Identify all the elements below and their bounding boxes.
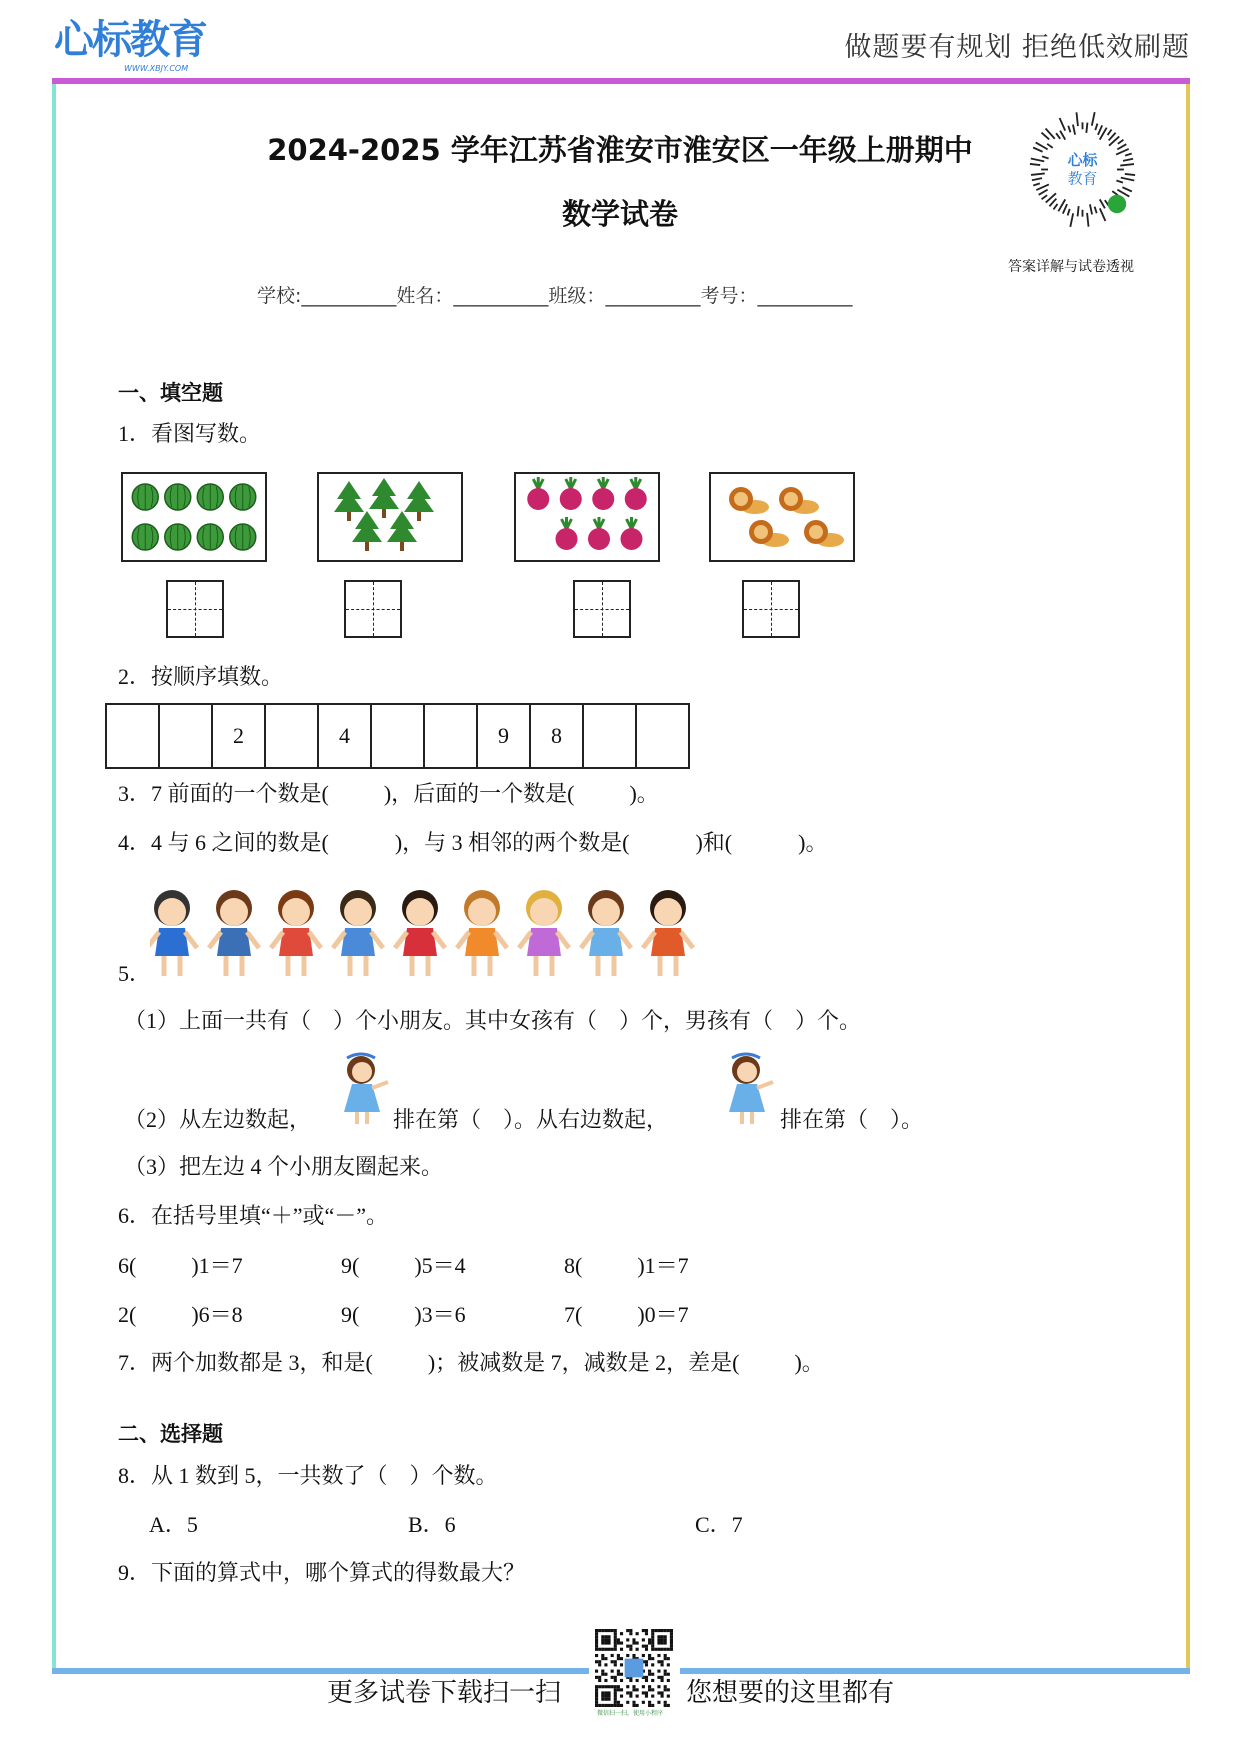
qr-code-icon[interactable] xyxy=(595,1629,673,1707)
radish-icon xyxy=(560,477,582,510)
number-cell[interactable] xyxy=(266,705,319,767)
option-a[interactable]: A．5 xyxy=(149,1512,198,1537)
child-figure xyxy=(209,890,259,976)
question-5-part-3: （3）把左边 4 个小朋友圈起来。 xyxy=(124,1154,444,1179)
question-8: 8．从 1 数到 5，一共数了（ ）个数。 xyxy=(118,1463,498,1488)
exam-no-label: 考号： xyxy=(700,285,758,307)
girl-icon xyxy=(720,1050,778,1130)
tree-icon xyxy=(404,481,434,521)
number-cell: 4 xyxy=(319,705,372,767)
page-subtitle: 数学试卷 xyxy=(561,197,678,231)
logo-url: WWW.XBJY.COM xyxy=(124,64,189,73)
question-5-number: 5． xyxy=(118,961,152,986)
answer-box[interactable] xyxy=(166,580,224,638)
question-5-part-1: （1）上面一共有（ ）个小朋友。其中女孩有（ ）个，男孩有（ ）个。 xyxy=(124,1008,862,1033)
number-cell: 9 xyxy=(478,705,531,767)
tree-icon xyxy=(369,478,399,518)
svg-text:心标: 心标 xyxy=(1067,150,1098,169)
number-cell[interactable] xyxy=(372,705,425,767)
tree-icon xyxy=(334,481,364,521)
bottom-divider xyxy=(680,1668,1190,1674)
watermelon-icon xyxy=(197,484,223,510)
radish-icon xyxy=(527,477,549,510)
section-heading: 一、填空题 xyxy=(118,381,223,405)
school-field[interactable]: __________ xyxy=(301,285,397,307)
top-divider xyxy=(52,78,1190,84)
footer-right-text: 您想要的这里都有 xyxy=(686,1678,895,1708)
right-border xyxy=(1186,84,1190,1670)
child-figure xyxy=(271,890,321,976)
equation: 6( )1＝7 xyxy=(118,1253,243,1278)
svg-text:教育: 教育 xyxy=(1067,169,1098,188)
number-cell[interactable] xyxy=(584,705,637,767)
question-5-part-2b: 排在第（ ）。从右边数起， xyxy=(393,1107,669,1132)
exam-no-field[interactable]: __________ xyxy=(757,285,853,307)
tree-icon xyxy=(387,511,417,551)
lion-icon xyxy=(779,487,819,514)
watermelon-icon xyxy=(165,524,191,550)
question-4: 4．4 与 6 之间的数是( )，与 3 相邻的两个数是( )和( )。 xyxy=(118,830,828,855)
lion-icon xyxy=(729,487,769,514)
class-label: 班级： xyxy=(548,285,606,307)
question-9: 9．下面的算式中，哪个算式的得数最大？ xyxy=(118,1560,526,1585)
radish-picture xyxy=(514,472,660,562)
left-border xyxy=(52,84,56,1670)
child-figure xyxy=(643,890,693,976)
logo: 心标教育 xyxy=(54,17,206,63)
child-figure xyxy=(150,890,197,976)
number-cell: 2 xyxy=(213,705,266,767)
question-7: 7．两个加数都是 3，和是( )；被减数是 7，减数是 2，差是( )。 xyxy=(118,1350,824,1375)
tree-picture xyxy=(317,472,463,562)
equation: 8( )1＝7 xyxy=(564,1253,689,1278)
lion-icon xyxy=(804,520,844,547)
watermelon-icon xyxy=(197,524,223,550)
answer-box[interactable] xyxy=(573,580,631,638)
child-figure xyxy=(333,890,383,976)
question-5-part-2a: （2）从左边数起， xyxy=(124,1107,312,1132)
option-c[interactable]: C．7 xyxy=(695,1512,743,1537)
qr-caption: 答案详解与试卷透视 xyxy=(1008,259,1134,275)
radish-icon xyxy=(588,517,610,550)
girl-icon xyxy=(335,1050,393,1130)
child-figure xyxy=(519,890,569,976)
radish-icon xyxy=(625,477,647,510)
header-slogan: 做题要有规划 拒绝低效刷题 xyxy=(844,32,1190,63)
number-sequence xyxy=(105,703,690,769)
school-label: 学校: xyxy=(257,285,302,307)
number-cell[interactable] xyxy=(107,705,160,767)
child-figure xyxy=(457,890,507,976)
equation: 9( )3＝6 xyxy=(341,1302,466,1327)
class-field[interactable]: __________ xyxy=(605,285,701,307)
radish-icon xyxy=(592,477,614,510)
answer-box[interactable] xyxy=(742,580,800,638)
number-cell[interactable] xyxy=(160,705,213,767)
radish-icon xyxy=(556,517,578,550)
question-1: 1．看图写数。 xyxy=(118,421,262,446)
section-heading: 二、选择题 xyxy=(118,1422,223,1446)
student-info-form xyxy=(257,284,852,308)
qr-code-icon[interactable] xyxy=(1025,112,1140,227)
equation: 9( )5＝4 xyxy=(341,1253,466,1278)
question-6: 6．在括号里填“＋”或“－”。 xyxy=(118,1203,389,1228)
page-title: 2024-2025 学年江苏省淮安市淮安区一年级上册期中 xyxy=(267,133,973,167)
watermelon-picture xyxy=(121,472,267,562)
footer-left-text: 更多试卷下载扫一扫 xyxy=(327,1678,562,1708)
lion-picture xyxy=(709,472,855,562)
children-picture xyxy=(150,880,750,982)
answer-box[interactable] xyxy=(344,580,402,638)
watermelon-icon xyxy=(132,524,158,550)
watermelon-icon xyxy=(230,524,256,550)
equation: 2( )6＝8 xyxy=(118,1302,243,1327)
question-5-part-2c: 排在第（ ）。 xyxy=(780,1107,924,1132)
number-cell: 8 xyxy=(531,705,584,767)
question-2: 2．按顺序填数。 xyxy=(118,664,284,689)
watermelon-icon xyxy=(230,484,256,510)
child-figure xyxy=(581,890,631,976)
watermelon-icon xyxy=(165,484,191,510)
child-figure xyxy=(395,890,445,976)
radish-icon xyxy=(621,517,643,550)
name-label: 姓名： xyxy=(396,285,454,307)
bottom-divider xyxy=(52,1668,589,1674)
number-cell[interactable] xyxy=(637,705,688,767)
equation: 7( )0＝7 xyxy=(564,1302,689,1327)
watermelon-icon xyxy=(132,484,158,510)
qr-caption: 微信扫一扫，使用小程序 xyxy=(597,1710,664,1717)
option-b[interactable]: B．6 xyxy=(408,1512,456,1537)
lion-icon xyxy=(749,520,789,547)
number-cell[interactable] xyxy=(425,705,478,767)
question-3: 3．7 前面的一个数是( )，后面的一个数是( )。 xyxy=(118,781,659,806)
tree-icon xyxy=(352,511,382,551)
name-field[interactable]: __________ xyxy=(453,285,549,307)
